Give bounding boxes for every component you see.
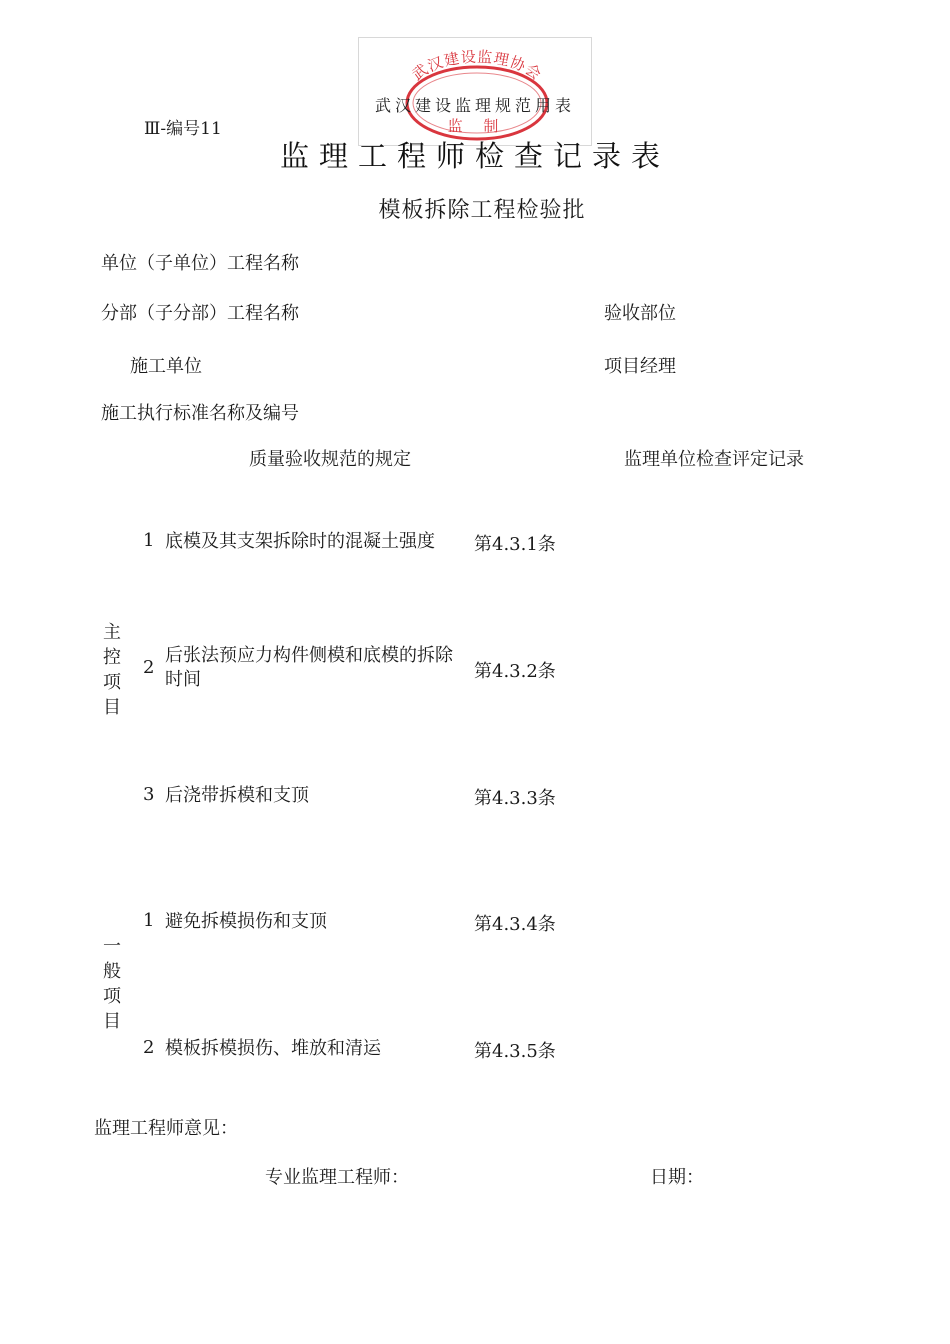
date-label: 日期： [650,1167,704,1188]
item-description: 底模及其支架拆除时的混凝土强度 [165,531,435,552]
contractor-label: 施工单位 [130,356,202,377]
item-description: 后张法预应力构件侧模和底模的拆除时间 [165,645,453,690]
page-title: 监理工程师检查记录表 [279,139,670,173]
item-description: 后浇带拆模和支顶 [165,785,309,806]
general-items-label-char: 目 [103,1011,121,1032]
item-clause: 第4.3.1条 [474,534,556,555]
main-items-label-char: 主 [103,622,121,643]
main-items-label-char: 项 [103,672,121,693]
item-number: 2 [143,1037,155,1058]
standard-name-label: 施工执行标准名称及编号 [101,403,299,424]
item-description: 避免拆模损伤和支顶 [165,911,327,932]
page-subtitle: 模板拆除工程检验批 [378,198,586,223]
engineer-signature-label: 专业监理工程师： [265,1167,409,1188]
acceptance-part-label: 验收部位 [604,303,676,324]
general-items-group-label [100,934,124,1034]
item-number: 2 [143,657,155,678]
general-items-label-char: 一 [103,936,121,957]
main-items-label-char: 控 [103,647,121,668]
item-clause: 第4.3.4条 [474,914,556,935]
form-code-number: Ⅲ-编号11 [144,119,222,139]
seal-bottom-text: 监 制 [447,117,507,135]
unit-project-name-label: 单位（子单位）工程名称 [101,253,299,274]
seal-middle-text: 武汉建设监理规范用表 [374,96,575,115]
engineer-opinion-label: 监理工程师意见： [94,1118,238,1139]
main-items-group-label [100,620,124,720]
general-items-label-char: 般 [103,961,121,982]
item-clause: 第4.3.3条 [474,788,556,809]
seal-arc-text: 武汉建设监理协会 [408,47,546,85]
item-number: 3 [143,784,155,805]
sub-project-name-label: 分部（子分部）工程名称 [101,303,299,324]
project-manager-label: 项目经理 [604,356,676,377]
seal-stamp [358,37,592,146]
main-items-label-char: 目 [103,697,121,718]
item-number: 1 [143,910,155,931]
item-clause: 第4.3.5条 [474,1041,556,1062]
item-description: 模板拆模损伤、堆放和清运 [165,1038,381,1059]
seal-graphic [359,38,591,145]
record-column-header: 监理单位检查评定记录 [624,449,804,470]
spec-column-header: 质量验收规范的规定 [249,449,411,470]
general-items-label-char: 项 [103,986,121,1007]
item-clause: 第4.3.2条 [474,661,556,682]
item-number: 1 [143,530,155,551]
